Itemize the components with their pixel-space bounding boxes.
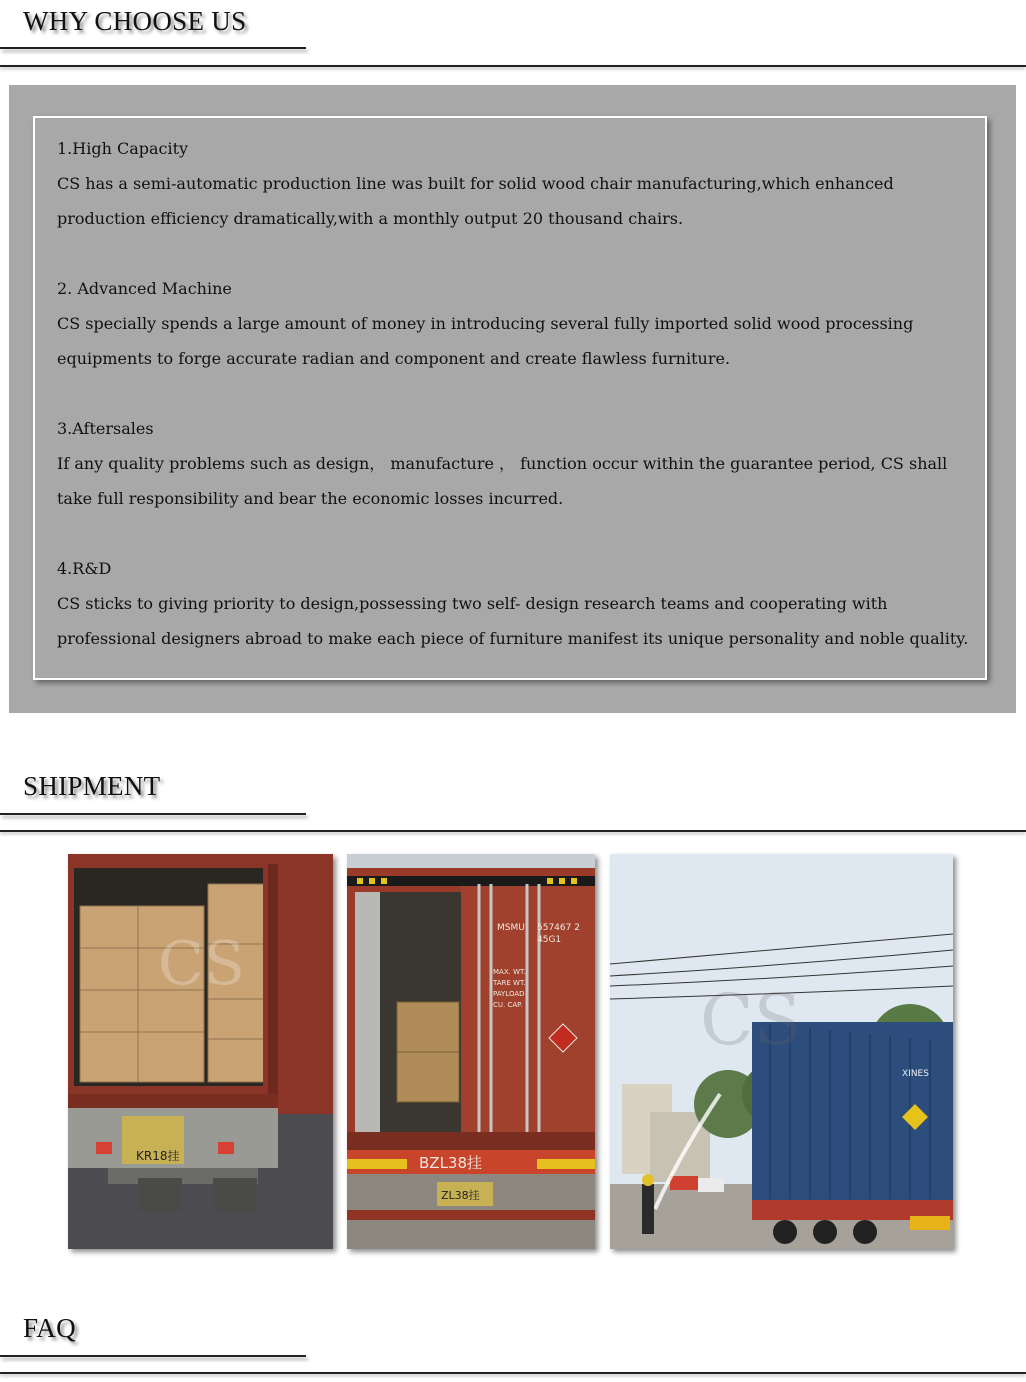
- why-choose-us-box: [33, 116, 987, 680]
- why-item-heading: 1.High Capacity: [57, 139, 189, 158]
- shipment-photo-blue-container: [610, 854, 953, 1249]
- watermark-logo: CS: [700, 979, 802, 1061]
- container-number: 557467 2: [537, 923, 580, 933]
- section-title-shipment: SHIPMENT: [23, 771, 161, 801]
- section-divider: [0, 830, 1026, 832]
- container-code: MSMU: [497, 923, 525, 933]
- license-plate-text: ZL38挂: [441, 1189, 480, 1202]
- why-choose-us-panel: [9, 85, 1016, 713]
- why-item-body: CS sticks to giving priority to design,possessing two self- design research teams and cooperating with professional designers abroad to make each piece of furniture manifest its unique personality and noble quality.: [57, 594, 969, 648]
- section-title-why-choose-us: WHY CHOOSE US: [23, 6, 247, 36]
- why-item-heading: 2. Advanced Machine: [57, 279, 232, 298]
- license-plate-text: KR18挂: [136, 1149, 180, 1163]
- why-item-aftersales: [57, 411, 977, 516]
- why-item-high-capacity: [57, 131, 977, 236]
- shipment-photo-truck-night: [68, 854, 333, 1249]
- container-spec-label: CU. CAP.: [493, 1001, 523, 1009]
- shipment-photo-red-container: [347, 854, 595, 1249]
- why-item-body: CS has a semi-automatic production line was built for solid wood chair manufacturing,which enhanced production efficiency dramatically,with a monthly output 20 thousand chairs.: [57, 174, 894, 228]
- title-underline: [0, 47, 306, 49]
- container-spec-label: PAYLOAD: [493, 990, 525, 998]
- section-divider: [0, 1372, 1026, 1374]
- container-spec-label: MAX. WT.: [493, 968, 526, 976]
- section-divider: [0, 65, 1026, 67]
- why-item-body: If any quality problems such as design， manufacture ， function occur within the guarantee period, CS shall take full responsibility and bear the economic losses incurred.: [57, 454, 948, 508]
- watermark-logo: CS: [158, 929, 246, 999]
- title-underline: [0, 1355, 306, 1357]
- why-item-body: CS specially spends a large amount of money in introducing several fully imported solid wood processing equipments to forge accurate radian and component and create flawless furniture.: [57, 314, 914, 368]
- container-brand: XINES: [902, 1069, 929, 1079]
- title-underline: [0, 813, 306, 815]
- trailer-plate-painted: BZL38挂: [419, 1154, 483, 1172]
- why-item-heading: 4.R&D: [57, 559, 112, 578]
- why-item-heading: 3.Aftersales: [57, 419, 154, 438]
- why-item-advanced-machine: [57, 271, 977, 376]
- section-title-faq: FAQ: [23, 1313, 76, 1343]
- why-item-rnd: [57, 551, 977, 656]
- container-iso-type: 45G1: [537, 935, 562, 945]
- container-spec-label: TARE WT.: [493, 979, 526, 987]
